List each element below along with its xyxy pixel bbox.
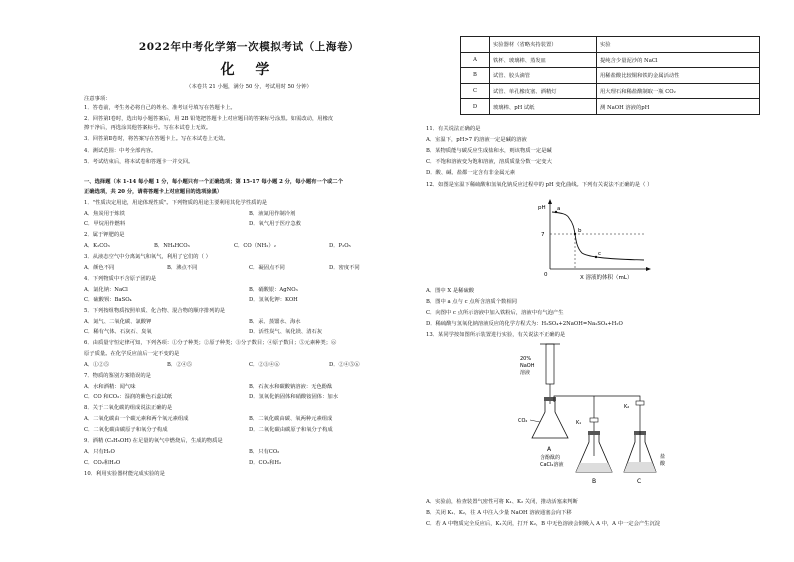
label-b: B [592,478,597,485]
question-stem: 1．"性质决定用途，用途体现性质"。下列物质的用途主要利用其化学性质的是 [84,200,268,206]
option: B．图中 a 点与 c 点所含溶质个数相同 [426,299,517,305]
option: D．密度不同 [329,265,360,271]
question-stem: 2．属于钾肥的是 [84,232,125,238]
label-c: C [637,478,642,485]
experiment-table [460,36,760,115]
option: D．P₂O₅ [329,243,351,249]
flask-a-icon [532,400,568,438]
point-a-label: a [557,206,561,212]
option: B．沸点不同 [167,265,198,271]
x-axis-arrow [646,267,651,271]
option: C．硫酸钡：BaSO₄ [84,297,132,303]
option: A．①②⑤ [84,362,110,368]
option: C．凝固点不同 [249,265,285,271]
y-axis-arrow [548,199,552,204]
table-header-cell: 实验 [597,37,760,53]
acid-label-line2: 酸 [660,461,666,467]
table-header-cell [461,37,490,53]
option: A．室温下，pH>7 的溶液一定是碱的溶液 [426,137,527,143]
flask-c-liquid [624,462,656,472]
option: B．只有CO₂ [249,449,280,455]
option: B．关闭 K₁、K₂，往 A 中注入少量 NaOH 溶液通塞会向下移 [426,510,572,516]
option: D．活性炭气、氧化镁、清石灰 [249,329,323,335]
option: A．氯化钠：NaCl [84,287,128,293]
option: C．CO（NH₂）₂ [234,243,276,249]
table-cell: 试管、单孔橡皮塞、酒精灯 [490,83,597,99]
k2-label: K₂ [624,404,630,410]
option: D．②④⑤⑥ [329,362,360,368]
exam-info: （本卷共 21 小题，满分 50 分，考试用时 50 分钟） [186,84,312,90]
option: A．氮气、二氧化碳、氯酸钾 [84,319,152,325]
option: A．实验前，检查装置气密性可将 K₁、K₂ 关闭，推动活塞来判断 [426,499,578,505]
option: A．焦炭用于炼铁 [84,211,125,217]
option: A．K₂CO₃ [84,243,110,249]
valve-k2-icon[interactable] [636,401,644,405]
acid-label-line1: 盐 [660,454,666,460]
point-c-label: c [598,251,602,257]
naoh-label-line3: 溶液 [520,370,531,376]
naoh-label-line2: NaOH [520,363,535,369]
y-axis-label: pH [538,205,546,211]
tick-label-7: 7 [541,232,545,238]
question-stem: 3．从液态空气中分离氮气和氧气，利用了它们的（ ） [84,254,211,260]
ph-curve-figure [536,195,666,283]
option: C．二氧化碳由碳原子和氧分子构成 [84,427,168,433]
question-stem: 9．酒精 (C₂H₅OH) 在足量的氧气中燃烧后，生成的物质是 [84,438,223,444]
option: B．NH₄HCO₃ [154,243,190,249]
notes-heading: 注意事项： [84,96,111,102]
table-header-cell: 实验器材（省略夹持装置） [490,37,597,53]
option: B．二氧化碳由碳、氧两种元素组成 [249,416,333,422]
note-item: 5．考试结束后，将本试卷和答题卡一并交回。 [84,159,194,165]
flask-b-stopper [588,431,600,435]
table-cell: 铁杯、玻璃棒、蒸发皿 [490,52,597,68]
co2-label: CO₂ [518,418,528,424]
table-cell: 玻璃棒、pH 试纸 [490,99,597,115]
table-cell: D [461,99,490,115]
note-item: 1．答卷前，考生务必将自己的姓名、准考证号填写在答题卡上。 [84,105,236,111]
valve-k1-icon[interactable] [590,418,598,422]
option: A．颜色不同 [84,265,115,271]
table-cell: 试管、胶头滴管 [490,68,597,84]
note-item: 擦干净后，再选涂其他答案标号。写在本试卷上无效。 [84,125,212,131]
origin-label: 0 [544,272,548,278]
option: D．稀硫酸与氢氧化钠溶液反应的化学方程式为：H₂SO₄+2NaOH=Na₂SO₄+H₂O [426,321,623,327]
table-row [461,99,760,115]
table-cell: B [461,68,490,84]
option: C．稀有气体、石灰石、臭氧 [84,329,152,335]
option: A．二氧化碳由一个碳元素和两个氧元素组成 [84,416,189,422]
option: D．二氧化碳由碳原子和氧分子构成 [249,427,333,433]
question-stem-cont: 原子质量。在化学反应前后一定不变的是 [84,351,180,357]
table-cell: 测 NaOH 溶液的pH [597,99,760,115]
section-heading-cont: 正确选项，共 20 分，请将答题卡上对应题目的选项涂黑） [84,189,223,195]
point-b-label: b [578,228,582,234]
question-stem: 12．如图是室温下稀硫酸和氢氧化钠反应过程中的 pH 变化曲线。下列有关说法不正确的是（ ） [426,182,653,188]
exam-title: 2022年中考化学第一次模拟考试（上海卷） [138,41,360,53]
syringe-icon [546,344,554,384]
table-row [461,83,760,99]
cacl2-label-line2: CaCl₂溶液 [540,462,564,468]
option: C．若 A 中物质完全反应后，K₁关闭，打开 K₂，B 中无色溶液会倒吸入 A 中，A 中一定会产生沉淀 [426,521,661,527]
co2-pointer [530,420,540,422]
option: A．图中 X 是稀硫酸 [426,288,475,294]
option: D．氢氧化钠固体和硝酸铵固体：加水 [249,394,338,400]
label-a: A [547,446,552,453]
option: B．某物质能与碳反应生成盐和水，则该物质一定是碱 [426,148,552,154]
option: B．硝酸银：AgNO₃ [249,287,298,293]
flask-b-liquid [576,463,612,472]
option: D．氧气用于医疗急救 [249,221,301,227]
option: A．水和酒精：闻气味 [84,384,136,390]
table-cell: 用稀盐酸比较铜和铁的金属活动性 [597,68,760,84]
table-row [461,68,760,84]
option: C．甲烷用作燃料 [84,221,126,227]
option: A．只有H₂O [84,449,115,455]
subject-title: 化 学 [220,62,278,78]
question-stem: 7．物质的鉴别方案错误的是 [84,373,151,379]
option: B．汞、蒸馏水、海水 [249,319,301,325]
table-header-row [461,37,760,53]
cacl2-label-line1: 含酚酞的 [540,455,561,461]
question-stem: 6．由质量守恒定律可知，下列各项：①分子种类；②原子种类；③分子数目；④原子数目；⑤元素种类；⑥ [84,340,337,346]
question-stem: 5．下列按组物质按照单质、化合物、混合物的顺序排列的是 [84,308,226,314]
option: D．酸、碱、盐都一定含有非金属元素 [426,170,515,176]
note-item: 3．回答第Ⅱ卷时，将答案写在答题卡上。写在本试卷上无效。 [84,136,229,142]
table-row [461,52,760,68]
note-item: 2．回答第Ⅰ卷时，选出每小题答案后，用 2B 铅笔把答题卡上对应题目的答案标号涂黑。如需改动，用橡皮 [84,116,334,122]
point-b [574,233,576,235]
question-stem: 13．某同学按如图所示装置进行实验，有关说法不正确的是 [426,332,566,338]
table-cell: A [461,52,490,68]
option: C．向图中 c 点所示溶液中加入铁粉后，溶液中有气泡产生 [426,310,564,316]
section-heading: 一、选择题（本 1-14 每小题 1 分，每小题只有一个正确选项；第 15-17 每小题 2 分，每小题有一个或二个 [84,179,343,185]
note-item: 4．测试范围：中考全部内容。 [84,148,157,154]
point-c [595,256,597,258]
option: C．不饱和溶液变为饱和溶液，溶质质量分数一定变大 [426,159,552,165]
x-axis-label: X 溶液的体积（mL） [580,275,633,281]
question-stem: 10．利用实验器材能完成实验的是 [84,471,165,477]
option: B．②④⑤ [167,362,193,368]
table-cell: C [461,83,490,99]
table-cell: 提纯含少量泥沙的 NaCl [597,52,760,68]
question-stem: 4．下列物质中不含原子团的是 [84,276,157,282]
option: B．液氮用作制冷剂 [249,211,296,217]
question-stem: 11．有关说法正确的是 [426,126,481,132]
option: D．CO₂和H₂ [249,460,282,466]
option: C．CO 和CO₂：湿润的紫色石蕊试纸 [84,394,173,400]
option: D．氢氧化钾：KOH [249,297,298,303]
k1-label: K₁ [576,420,582,426]
apparatus-figure [510,338,700,498]
table-cell: 用大理石和稀盐酸制取一瓶 CO₂ [597,83,760,99]
option: C．CO₂和H₂O [84,460,121,466]
naoh-label-line1: 20% [520,356,532,362]
option: B．石灰水和碳酸钠溶液：无色酚酞 [249,384,333,390]
option: C．②③④⑥ [249,362,280,368]
question-stem: 8．关于二氧化碳的组成说法正确的是 [84,405,173,411]
